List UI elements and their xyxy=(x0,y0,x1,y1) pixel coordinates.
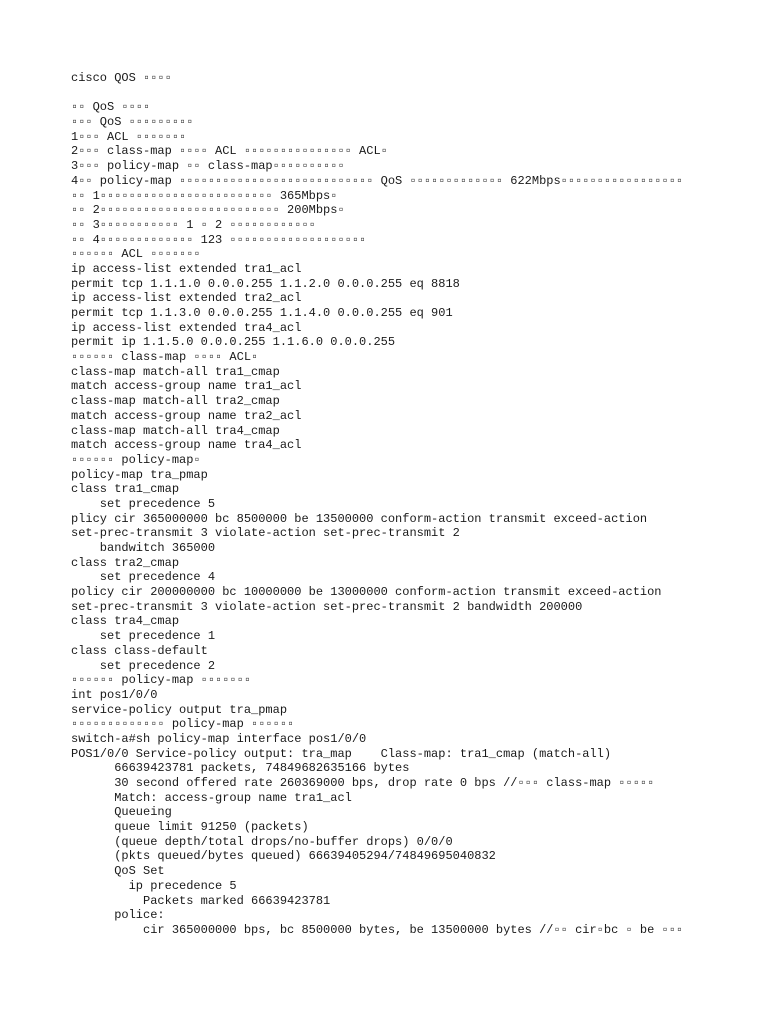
text-line: ip access-list extended tra1_acl xyxy=(71,261,302,276)
document-page xyxy=(71,71,761,938)
text-line: ▫▫ 4▫▫▫▫▫▫▫▫▫▫▫▫▫ 123 ▫▫▫▫▫▫▫▫▫▫▫▫▫▫▫▫▫▫▫ xyxy=(71,232,367,247)
text-line: 66639423781 packets, 74849682635166 bytes xyxy=(71,761,410,776)
text-line: cir 365000000 bps, bc 8500000 bytes, be 13500000 bytes //▫▫ cir▫bc ▫ be ▫▫▫ xyxy=(71,922,684,937)
text-line: ip precedence 5 xyxy=(71,878,237,893)
text-line: 4▫▫ policy-map ▫▫▫▫▫▫▫▫▫▫▫▫▫▫▫▫▫▫▫▫▫▫▫▫▫▫▫ QoS ▫▫▫▫▫▫▫▫▫▫▫▫▫ 622Mbps▫▫▫▫▫▫▫▫▫▫▫▫▫▫▫▫▫ xyxy=(71,173,684,188)
text-line: permit tcp 1.1.1.0 0.0.0.255 1.1.2.0 0.0.0.255 eq 8818 xyxy=(71,276,460,291)
text-line: 2▫▫▫ class-map ▫▫▫▫ ACL ▫▫▫▫▫▫▫▫▫▫▫▫▫▫▫ ACL▫ xyxy=(71,144,388,159)
text-line: police: xyxy=(71,908,165,923)
text-line: ip access-list extended tra2_acl xyxy=(71,291,302,306)
text-line: permit ip 1.1.5.0 0.0.0.255 1.1.6.0 0.0.0.255 xyxy=(71,335,396,350)
text-line: switch-a#sh policy-map interface pos1/0/0 xyxy=(71,731,367,746)
text-line: set-prec-transmit 3 violate-action set-prec-transmit 2 xyxy=(71,526,460,541)
text-line: class-map match-all tra2_cmap xyxy=(71,394,280,409)
text-line: 30 second offered rate 260369000 bps, drop rate 0 bps //▫▫▫ class-map ▫▫▫▫▫ xyxy=(71,776,655,790)
text-line: ▫▫▫▫▫▫▫▫▫▫▫▫▫ policy-map ▫▫▫▫▫▫ xyxy=(71,717,295,732)
text-line: Match: access-group name tra1_acl xyxy=(71,790,352,805)
text-line: permit tcp 1.1.3.0 0.0.0.255 1.1.4.0 0.0.0.255 eq 901 xyxy=(71,306,453,320)
text-line: set-prec-transmit 3 violate-action set-prec-transmit 2 bandwidth 200000 xyxy=(71,599,583,614)
text-line: POS1/0/0 Service-policy output: tra_map Class-map: tra1_cmap (match-all) xyxy=(71,746,612,761)
text-line: ▫▫▫▫▫▫ class-map ▫▫▫▫ ACL▫ xyxy=(71,350,259,365)
text-line: queue limit 91250 (packets) xyxy=(71,820,309,835)
text-line: ▫▫▫▫▫▫ ACL ▫▫▫▫▫▫▫ xyxy=(71,247,201,262)
text-line: 3▫▫▫ policy-map ▫▫ class-map▫▫▫▫▫▫▫▫▫▫ xyxy=(71,159,345,174)
text-line: policy-map tra_pmap xyxy=(71,467,208,482)
text-line: class class-default xyxy=(71,643,208,658)
text-line: ▫▫▫▫▫▫ policy-map▫ xyxy=(71,452,201,467)
text-line: bandwitch 365000 xyxy=(71,541,216,555)
text-line: ▫▫▫▫▫▫ policy-map ▫▫▫▫▫▫▫ xyxy=(71,673,252,688)
text-line: class-map match-all tra1_cmap xyxy=(71,364,280,379)
text-line: ▫▫▫ QoS ▫▫▫▫▫▫▫▫▫ xyxy=(71,115,194,130)
document-body xyxy=(71,100,761,937)
text-line: match access-group name tra4_acl xyxy=(71,438,302,453)
text-line: set precedence 1 xyxy=(71,629,216,644)
text-line: 1▫▫▫ ACL ▫▫▫▫▫▫▫ xyxy=(71,129,187,144)
text-line: policy cir 200000000 bc 10000000 be 13000000 conform-action transmit exceed-action xyxy=(71,585,662,600)
text-line: service-policy output tra_pmap xyxy=(71,702,288,717)
text-line: ▫▫ 2▫▫▫▫▫▫▫▫▫▫▫▫▫▫▫▫▫▫▫▫▫▫▫▫▫ 200Mbps▫ xyxy=(71,203,345,218)
text-line: QoS Set xyxy=(71,864,165,879)
document-title: cisco QOS ▫▫▫▫ xyxy=(71,71,172,85)
text-line: ▫▫ 1▫▫▫▫▫▫▫▫▫▫▫▫▫▫▫▫▫▫▫▫▫▫▫▫ 365Mbps▫ xyxy=(71,188,338,203)
text-line: ▫▫ 3▫▫▫▫▫▫▫▫▫▫▫ 1 ▫ 2 ▫▫▫▫▫▫▫▫▫▫▫▫ xyxy=(71,217,316,232)
text-line: int pos1/0/0 xyxy=(71,687,158,702)
text-line: class-map match-all tra4_cmap xyxy=(71,423,280,438)
text-line: set precedence 2 xyxy=(71,658,216,673)
text-line: class tra1_cmap xyxy=(71,482,180,497)
text-line: class tra4_cmap xyxy=(71,614,180,629)
text-line: match access-group name tra2_acl xyxy=(71,408,302,423)
text-line: ip access-list extended tra4_acl xyxy=(71,320,302,335)
text-line: ▫▫ QoS ▫▫▫▫ xyxy=(71,100,151,115)
text-line: plicy cir 365000000 bc 8500000 be 13500000 conform-action transmit exceed-action xyxy=(71,511,648,526)
text-line: (pkts queued/bytes queued) 66639405294/74849695040832 xyxy=(71,849,496,864)
text-line: set precedence 5 xyxy=(71,496,216,511)
text-line: set precedence 4 xyxy=(71,570,216,585)
text-line: Queueing xyxy=(71,805,172,820)
text-line: (queue depth/total drops/no-buffer drops) 0/0/0 xyxy=(71,834,453,849)
text-line: class tra2_cmap xyxy=(71,555,180,570)
text-line: match access-group name tra1_acl xyxy=(71,379,302,394)
text-line: Packets marked 66639423781 xyxy=(71,893,331,908)
